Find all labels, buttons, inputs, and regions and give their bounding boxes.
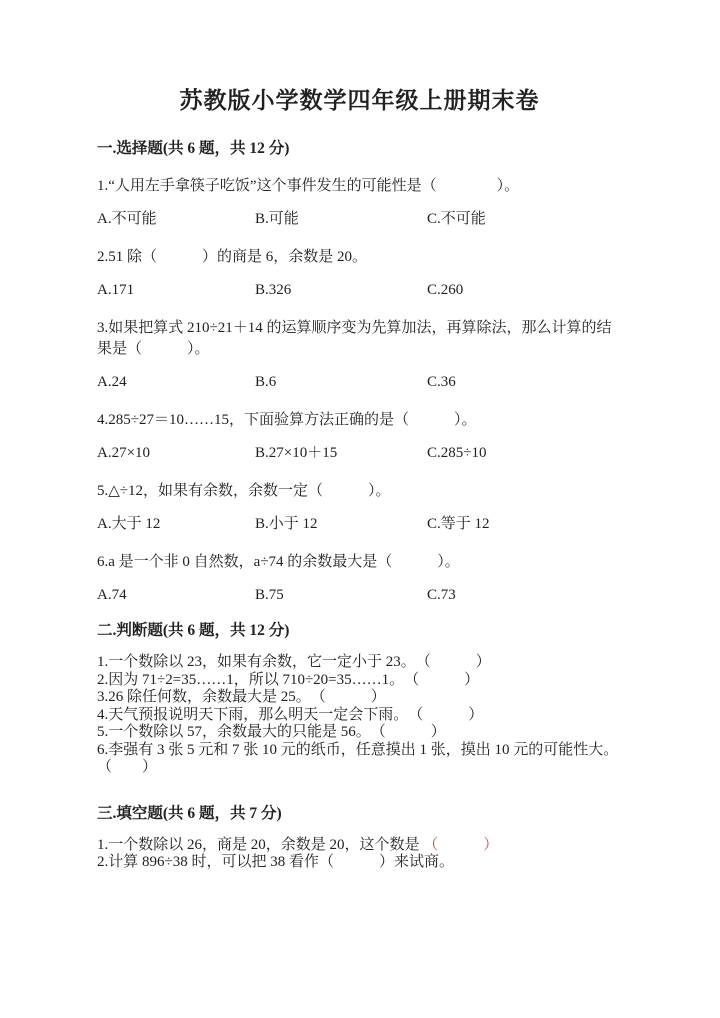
option-a: A.不可能: [97, 211, 157, 227]
option-c: C.73: [427, 587, 456, 603]
option-c: C.等于 12: [427, 516, 490, 532]
section-judge-heading: 二.判断题(共 6 题，共 12 分): [97, 622, 290, 639]
judge-item-5: 5.一个数除以 57，余数最大的只能是 56。 （ ）: [97, 724, 446, 740]
judge-item-2: 2.因为 71÷2=35……1，所以 710÷20=35……1。 （ ）: [97, 671, 480, 688]
option-a: A.24: [97, 374, 127, 390]
judge-items: [97, 654, 641, 777]
option-b: B.27×10＋15: [255, 445, 338, 461]
fill-items: [97, 837, 622, 872]
fill-item-2: [97, 854, 622, 872]
options-row: [97, 209, 622, 230]
options-row: [97, 372, 622, 393]
option-b: B.326: [255, 282, 292, 298]
options-row: [97, 443, 622, 464]
judge-item-4: 4.天气预报说明天下雨，那么明天一定会下雨。 （ ）: [97, 706, 484, 723]
option-c: C.285÷10: [427, 445, 487, 461]
option-b: B.小于 12: [255, 516, 318, 532]
options-row: [97, 514, 622, 535]
option-a: A.74: [97, 587, 127, 603]
option-c: C.不可能: [427, 211, 486, 227]
section-choice-heading: 一.选择题(共 6 题，共 12 分): [97, 140, 290, 157]
choice-question-1: [97, 176, 622, 230]
fill-item-1: [97, 837, 622, 855]
fill-blank-red: （ ）: [423, 836, 499, 853]
section-fill-heading: 三.填空题(共 6 题，共 7 分): [97, 804, 282, 822]
fill-item-text: 2.计算 896÷38 时，可以把 38 看作（ ）来试商。: [97, 854, 454, 870]
question-text: 5.△÷12，如果有余数，余数一定（ ）。: [97, 483, 391, 499]
fill-item-text: 1.一个数除以 26，商是 20，余数是 20，这个数是: [97, 836, 424, 853]
judge-item-1: 1.一个数除以 23，如果有余数，它一定小于 23。 （ ）: [97, 654, 491, 670]
choice-question-4: [97, 410, 622, 464]
option-a: A.27×10: [97, 445, 151, 461]
option-b: B.75: [255, 587, 284, 603]
section-choice: [97, 138, 622, 606]
options-row: [97, 280, 622, 301]
question-text: 2.51 除（ ）的商是 6，余数是 20。: [97, 249, 368, 265]
choice-question-6: [97, 552, 622, 606]
option-c: C.260: [427, 282, 464, 298]
judge-item-3: 3.26 除任何数，余数最大是 25。 （ ）: [97, 689, 386, 705]
option-a: A.171: [97, 282, 135, 298]
question-text: 6.a 是一个非 0 自然数，a÷74 的余数最大是（ ）。: [97, 554, 460, 570]
question-text: 3.如果把算式 210÷21＋14 的运算顺序变为先算加法，再算除法，那么计算的结果是（ ）。: [97, 320, 612, 357]
question-text: 4.285÷27＝10……15，下面验算方法正确的是（ ）。: [97, 412, 477, 428]
option-c: C.36: [427, 374, 456, 390]
options-row: [97, 585, 622, 606]
option-b: B.6: [255, 374, 277, 390]
option-a: A.大于 12: [97, 516, 161, 532]
page-title: 苏教版小学数学四年级上册期末卷: [179, 88, 540, 113]
question-text: 1.“人用左手拿筷子吃饭”这个事件发生的可能性是（ ）。: [97, 178, 520, 194]
choice-question-2: [97, 247, 622, 301]
choice-question-3: [97, 318, 622, 393]
option-b: B.可能: [255, 211, 299, 227]
section-fill: [97, 803, 622, 872]
choice-question-5: [97, 481, 622, 535]
section-judge: [97, 620, 641, 777]
judge-item-6: 6.李强有 3 张 5 元和 7 张 10 元的纸币，任意摸出 1 张，摸出 10 元的可能性大。 （ ）: [97, 741, 641, 775]
